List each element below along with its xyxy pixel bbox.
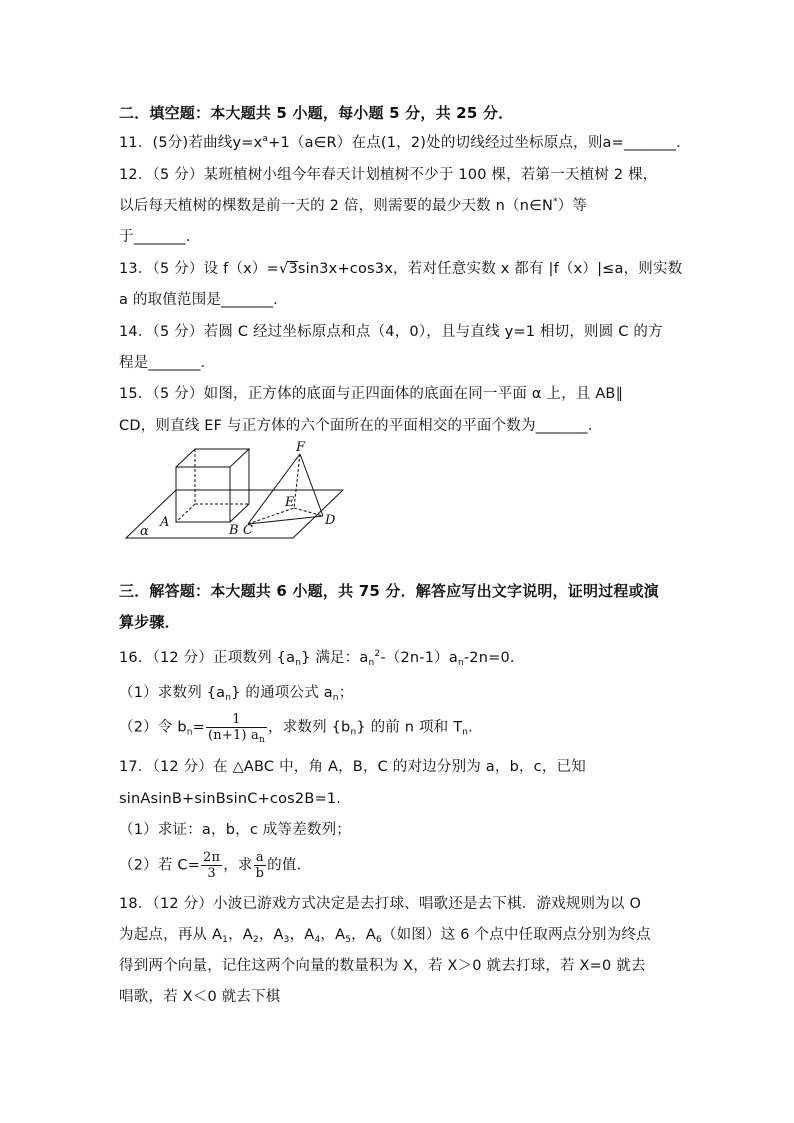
q17-c-den: 3 bbox=[207, 866, 216, 881]
label-a: A bbox=[160, 515, 170, 530]
q16-sup: 2 bbox=[374, 649, 381, 659]
question-15-line-1: 15．（5 分）如图，正方体的底面与正四面体的底面在同一平面 α 上，且 AB∥ bbox=[119, 386, 624, 402]
q17-fraction-c bbox=[201, 850, 222, 881]
question-14-line-1: 14．（5 分）若圆 C 经过坐标原点和点（4，0），且与直线 y=1 相切，则圆 C 的方 bbox=[119, 324, 663, 340]
q12-line2-a: 以后每天植树的棵数是前一天的 2 倍，则需要的最少天数 n（n∈N bbox=[119, 198, 554, 214]
q18-sub: 6 bbox=[375, 935, 382, 945]
q18-sub: 5 bbox=[345, 935, 352, 945]
cube-front-face bbox=[176, 467, 230, 522]
question-11 bbox=[119, 133, 691, 153]
q16-sub: n bbox=[258, 735, 265, 745]
q18-sep: ，A bbox=[228, 927, 253, 943]
cube-top-face bbox=[176, 449, 249, 467]
q16-stem-d: -2n=0. bbox=[463, 650, 515, 666]
q16-p2-b: ，求数列 {b bbox=[267, 719, 351, 736]
tetra-edge-fc bbox=[248, 454, 300, 524]
question-17-part-2 bbox=[119, 850, 311, 881]
q17-p2-a: （2）若 C= bbox=[119, 857, 201, 874]
q11-text-a: 11．(5分)若曲线y=x bbox=[119, 135, 263, 151]
q16-p1-b: } 的通项公式 a bbox=[231, 685, 333, 701]
q18-sub: 2 bbox=[252, 935, 259, 945]
q18-line2-b: （如图）这 6 个点中任取两点分别为终点 bbox=[381, 927, 651, 943]
q11-text-b: +1（a∈R）在点(1，2)处的切线经过坐标原点，则a=_______． bbox=[268, 135, 691, 151]
q16-sub: n bbox=[350, 727, 357, 738]
question-14-line-2: 程是_______． bbox=[119, 355, 216, 371]
q18-sep: ，A bbox=[258, 927, 284, 943]
section-2-heading: 二．填空题：本大题共 5 小题，每小题 5 分，共 25 分． bbox=[119, 104, 514, 122]
q18-sep: ，A bbox=[351, 927, 376, 943]
q16-p2-d: . bbox=[468, 719, 473, 736]
section-3-heading-line-1: 三．解答题：本大题共 6 小题，共 75 分．解答应写出文字说明，证明过程或演 bbox=[119, 582, 660, 600]
question-18-line-4: 唱歌，若 X＜0 就去下棋 bbox=[119, 989, 281, 1005]
q16-fraction bbox=[206, 712, 267, 743]
q18-sub: 4 bbox=[314, 935, 321, 945]
q16-sub: n bbox=[332, 693, 339, 703]
q16-p2-eq: = bbox=[192, 719, 206, 736]
q13-sqrt-arg: 3 bbox=[288, 261, 298, 277]
q12-line2-b: ）等 bbox=[557, 198, 588, 214]
q16-p1-a: （1）求数列 {a bbox=[119, 685, 226, 701]
question-17-line-2: sinAsinB+sinBsinC+cos2B=1. bbox=[119, 791, 342, 807]
label-d: D bbox=[325, 513, 336, 528]
q17-fraction-ab bbox=[254, 850, 267, 881]
tetra-edge-fd bbox=[300, 454, 323, 516]
q16-p1-c: ； bbox=[338, 685, 354, 701]
q18-line2-a: 为起点，再从 A bbox=[119, 927, 223, 943]
tetra-edge-fe bbox=[294, 454, 300, 508]
question-13-line-1 bbox=[119, 259, 682, 279]
question-12-line-2 bbox=[119, 196, 587, 216]
q16-stem-a: 16．（12 分）正项数列 {a bbox=[119, 650, 296, 666]
q18-sub: 3 bbox=[283, 935, 290, 945]
cube-tetrahedron-figure bbox=[118, 438, 348, 542]
question-15-line-2: CD，则直线 EF 与正方体的六个面所在的平面相交的平面个数为_______． bbox=[119, 418, 603, 434]
q17-p2-c: 的值． bbox=[267, 857, 312, 874]
q17-ab-num: a bbox=[254, 850, 267, 866]
label-alpha: α bbox=[140, 524, 149, 539]
question-18-line-2 bbox=[119, 925, 651, 945]
question-17-part-1: （1）求证：a，b，c 成等差数列； bbox=[119, 822, 351, 838]
label-c: C bbox=[243, 523, 253, 538]
q16-frac-den bbox=[206, 728, 267, 743]
q17-p2-b: ，求 bbox=[223, 857, 253, 874]
q16-sub: n bbox=[462, 727, 469, 738]
q16-p2-a: （2）令 b bbox=[119, 719, 187, 736]
question-13-line-2: a 的取值范围是_______． bbox=[119, 292, 288, 308]
q12-star: * bbox=[553, 197, 558, 207]
q13-text-b: sin3x+cos3x，若对任意实数 x 都有 |f（x）|≤a，则实数 bbox=[297, 261, 683, 277]
q16-frac-den-text: (n+1) a bbox=[208, 728, 259, 743]
q17-c-num: 2π bbox=[203, 850, 221, 865]
q16-sub: n bbox=[457, 658, 464, 668]
label-f: F bbox=[296, 440, 306, 455]
label-b: B bbox=[229, 523, 239, 538]
section-3-heading-line-2: 算步骤． bbox=[119, 613, 180, 631]
q17-ab-den: b bbox=[255, 866, 265, 881]
q18-sep: ，A bbox=[320, 927, 346, 943]
q16-frac-num: 1 bbox=[206, 712, 267, 728]
question-17-line-1: 17．（12 分）在 △ABC 中，角 A，B，C 的对边分别为 a，b，c，已知 bbox=[119, 759, 586, 775]
q16-stem-c: -（2n-1）a bbox=[380, 650, 458, 666]
q16-stem-b: } 满足：a bbox=[301, 650, 369, 666]
q18-sep: ，A bbox=[289, 927, 315, 943]
label-e: E bbox=[285, 495, 295, 510]
q16-sub: n bbox=[225, 693, 232, 703]
tetra-edge-ed bbox=[294, 508, 323, 516]
question-16-part-1 bbox=[119, 683, 353, 703]
q16-sub: n bbox=[295, 658, 302, 668]
q13-text-a: 13．（5 分）设 f（x）= bbox=[119, 261, 279, 277]
q16-sub: n bbox=[186, 727, 193, 738]
question-18-line-1: 18．（12 分）小波已游戏方式决定是去打球、唱歌还是去下棋．游戏规则为以 O bbox=[119, 896, 642, 912]
cube-right-face bbox=[230, 449, 249, 522]
q18-sub: 1 bbox=[222, 935, 229, 945]
q11-exponent: a bbox=[262, 134, 269, 144]
question-18-line-3: 得到两个向量，记住这两个向量的数量积为 X，若 X＞0 就去打球，若 X=0 就去 bbox=[119, 958, 646, 974]
question-16-part-2 bbox=[119, 712, 473, 743]
q16-p2-c: } 的前 n 项和 T bbox=[356, 719, 463, 736]
q16-sub: n bbox=[368, 658, 375, 668]
cube-hidden-edge-bottom bbox=[176, 504, 195, 522]
sqrt-sign: √ bbox=[278, 261, 289, 277]
question-12-line-3: 于_______． bbox=[119, 229, 201, 245]
question-12-line-1: 12．（5 分）某班植树小组今年春天计划植树不少于 100 棵，若第一天植树 2 棵， bbox=[119, 167, 658, 183]
question-16-stem bbox=[119, 648, 515, 668]
